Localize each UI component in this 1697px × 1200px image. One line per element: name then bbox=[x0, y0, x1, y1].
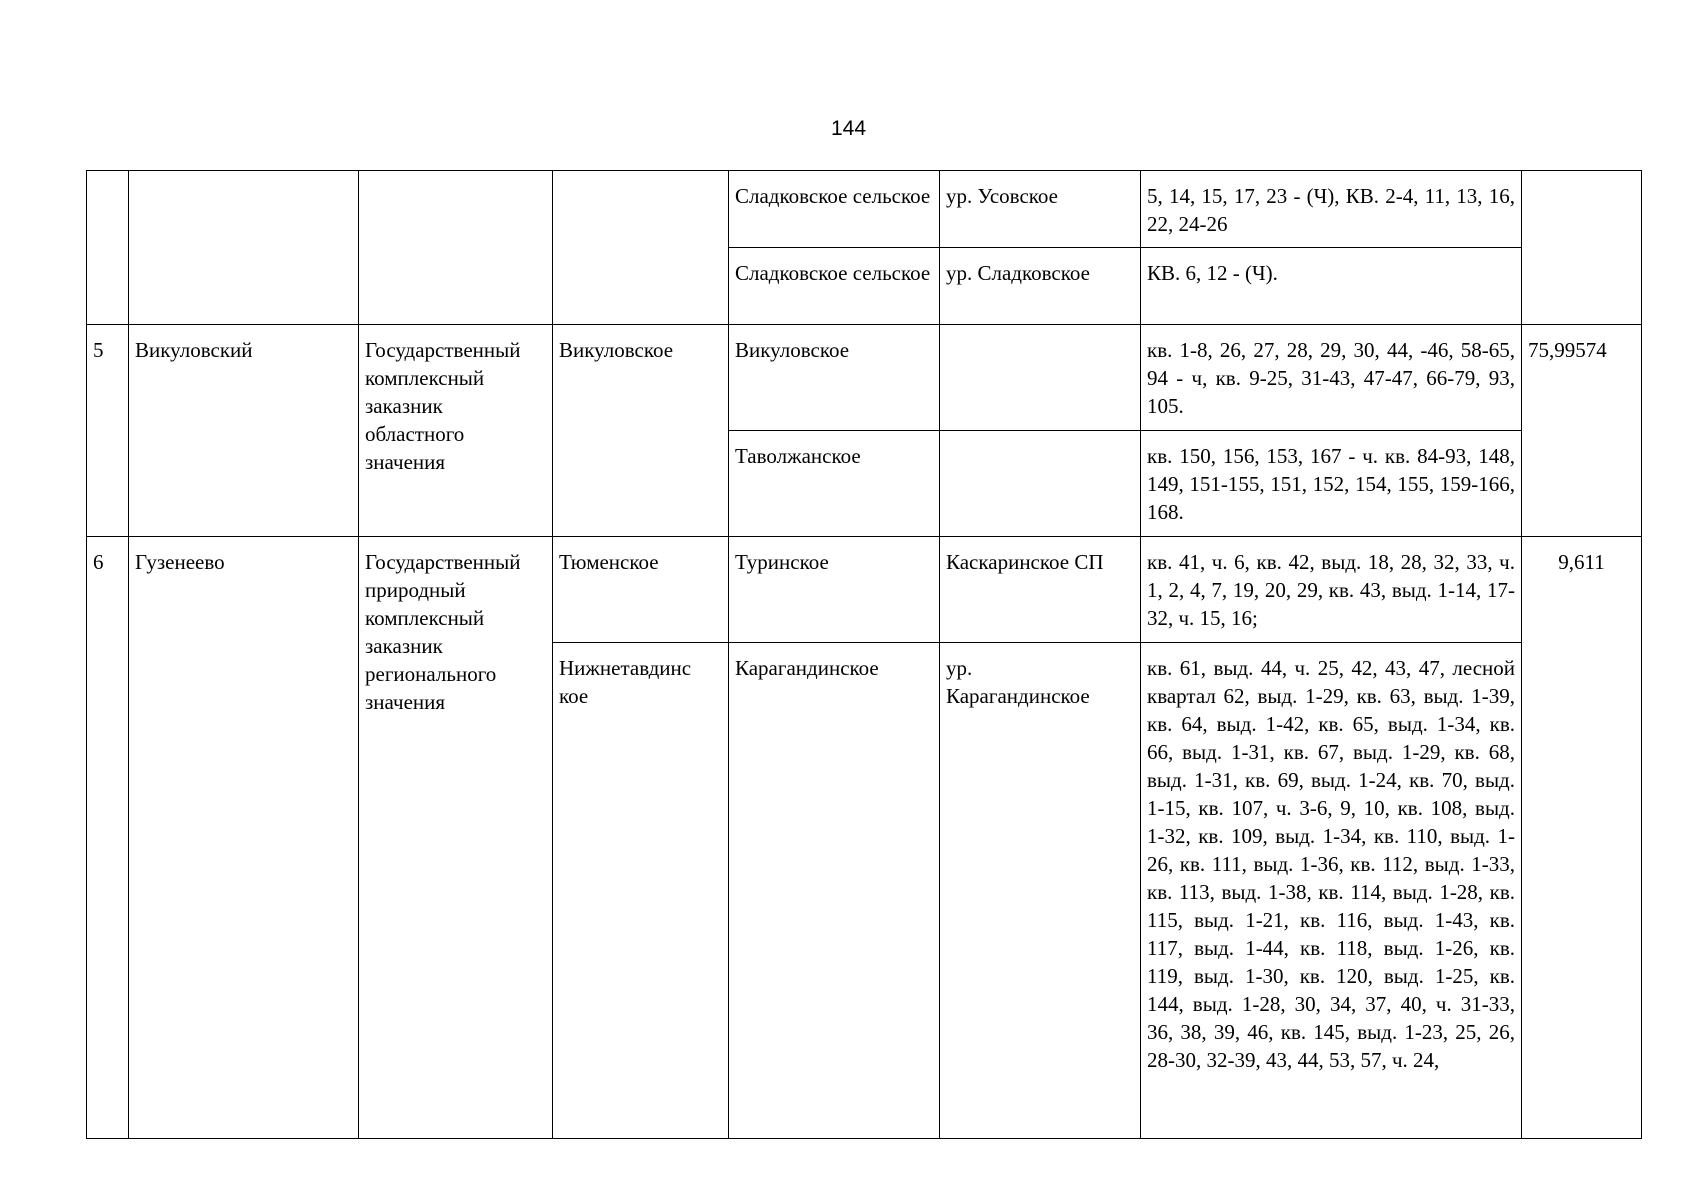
num-cell: 6 bbox=[87, 537, 129, 1139]
district-cell: Викуловское bbox=[729, 325, 940, 431]
district-cell: Таволжанское bbox=[729, 431, 940, 537]
table-row bbox=[87, 537, 1642, 643]
district-cell: Сладковское сельское bbox=[729, 248, 940, 325]
tract-cell bbox=[940, 431, 1141, 537]
name-cell: Викуловский bbox=[129, 325, 359, 537]
page-number: 144 bbox=[830, 117, 867, 140]
area-cell: 75,99574 bbox=[1522, 325, 1642, 537]
num-cell bbox=[87, 171, 129, 325]
category-cell: Государственный комплексный заказник областного значения bbox=[359, 325, 553, 537]
num-cell: 5 bbox=[87, 325, 129, 537]
tract-cell: Каскаринское СП bbox=[940, 537, 1141, 643]
quarters-cell: кв. 150, 156, 153, 167 - ч. кв. 84-93, 148, 149, 151-155, 151, 152, 154, 155, 159-166, 168. bbox=[1141, 431, 1522, 537]
table-row bbox=[87, 171, 1642, 248]
area-cell: 9,611 bbox=[1522, 537, 1642, 1139]
quarters-cell: КВ. 6, 12 - (Ч). bbox=[1141, 248, 1522, 325]
category-cell: Государственный природный комплексный заказник регионального значения bbox=[359, 537, 553, 1139]
forestry-cell bbox=[553, 171, 729, 325]
district-cell: Сладковское сельское bbox=[729, 171, 940, 248]
district-cell: Карагандинское bbox=[729, 643, 940, 1139]
category-cell bbox=[359, 171, 553, 325]
tract-cell bbox=[940, 325, 1141, 431]
tract-cell: ур. Карагандинское bbox=[940, 643, 1141, 1139]
quarters-cell: кв. 61, выд. 44, ч. 25, 42, 43, 47, лесной квартал 62, выд. 1-29, кв. 63, выд. 1-39, кв. 64, выд. 1-42, кв. 65, выд. 1-34, кв. 66, выд. 1-31, кв. 67, выд. 1-29, кв. 68, выд. 1-31, кв. 69, выд. 1-24, кв. 70, выд. 1-15, кв. 107, ч. 3-6, 9, 10, кв. 108, выд. 1-32, кв. 109, выд. 1-34, кв. 110, выд. 1-26, кв. 111, выд. 1-36, кв. 112, выд. 1-33, кв. 113, выд. 1-38, кв. 114, выд. 1-28, кв. 115, выд. 1-21, кв. 116, выд. 1-43, кв. 117, выд. 1-44, кв. 118, выд. 1-26, кв. 119, выд. 1-30, кв. 120, выд. 1-25, кв. 144, выд. 1-28, 30, 34, 37, 40, ч. 31-33, 36, 38, 39, 46, кв. 145, выд. 1-23, 25, 26, 28-30, 32-39, 43, 44, 53, 57, ч. 24, bbox=[1141, 643, 1522, 1139]
quarters-cell: кв. 1-8, 26, 27, 28, 29, 30, 44, -46, 58-65, 94 - ч, кв. 9-25, 31-43, 47-47, 66-79, 93, 105. bbox=[1141, 325, 1522, 431]
quarters-cell: 5, 14, 15, 17, 23 - (Ч), КВ. 2-4, 11, 13, 16, 22, 24-26 bbox=[1141, 171, 1522, 248]
district-cell: Туринское bbox=[729, 537, 940, 643]
protected-areas-table bbox=[86, 170, 1642, 1139]
forestry-cell: Викуловское bbox=[553, 325, 729, 537]
quarters-cell: кв. 41, ч. 6, кв. 42, выд. 18, 28, 32, 33, ч. 1, 2, 4, 7, 19, 20, 29, кв. 43, выд. 1-14, 17-32, ч. 15, 16; bbox=[1141, 537, 1522, 643]
forestry-cell: Нижнетавдинс кое bbox=[553, 643, 729, 1139]
area-cell bbox=[1522, 171, 1642, 325]
table-row bbox=[87, 325, 1642, 431]
tract-cell: ур. Усовское bbox=[940, 171, 1141, 248]
name-cell: Гузенеево bbox=[129, 537, 359, 1139]
tract-cell: ур. Сладковское bbox=[940, 248, 1141, 325]
forestry-cell: Тюменское bbox=[553, 537, 729, 643]
name-cell bbox=[129, 171, 359, 325]
